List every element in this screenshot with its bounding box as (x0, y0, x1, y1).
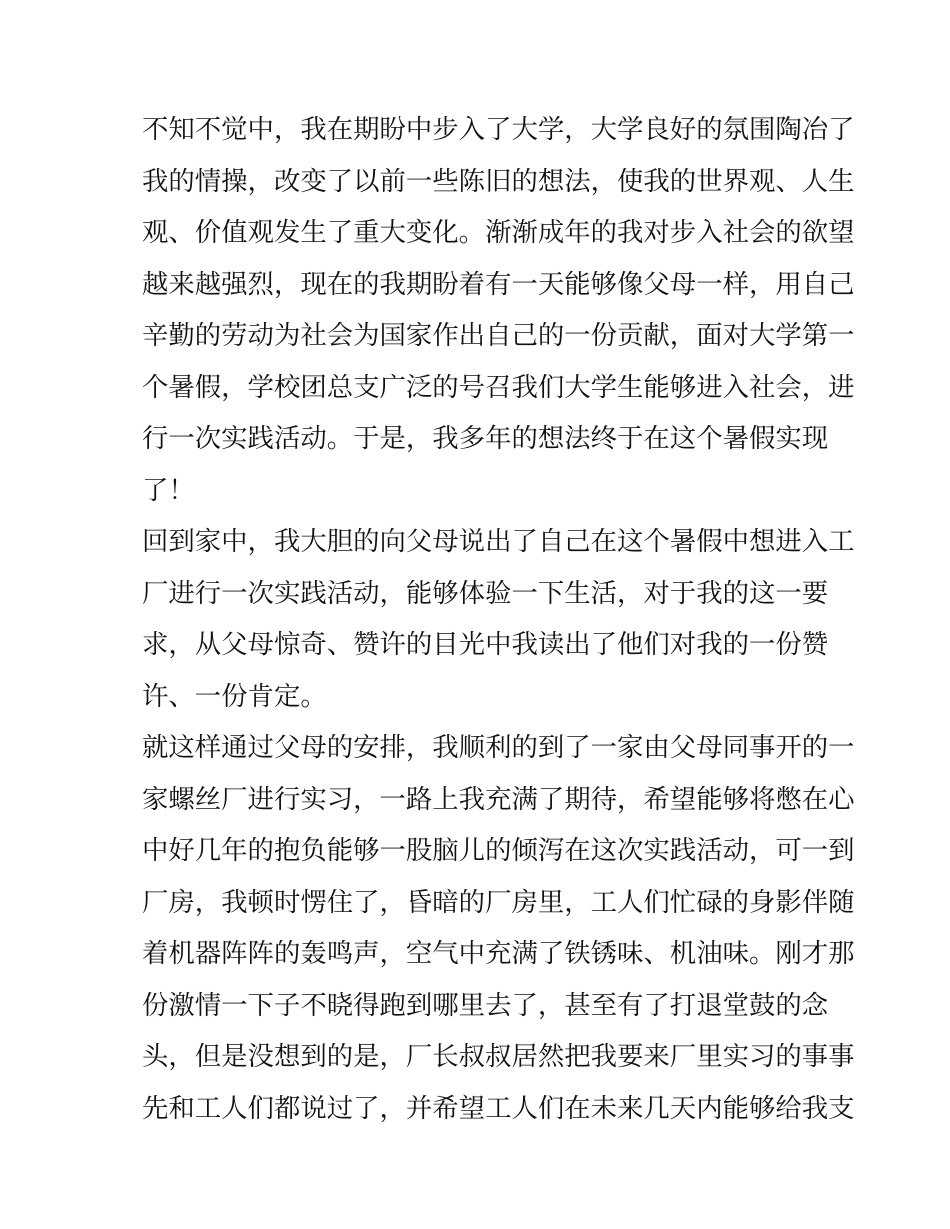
text-line: 厂房，我顿时愣住了，昏暗的厂房里，工人们忙碌的身影伴随 (142, 886, 855, 918)
text-line: 中好几年的抱负能够一股脑儿的倾泻在这次实践活动，可一到 (142, 835, 855, 866)
text-line: 头，但是没想到的是，厂长叔叔居然把我要来厂里实习的事事 (142, 1041, 855, 1072)
paragraph-1 (142, 104, 855, 516)
text-line: 回到家中，我大胆的向父母说出了自己在这个暑假中想进入工 (142, 526, 855, 557)
text-line: 行一次实践活动。于是，我多年的想法终于在这个暑假实现 (142, 423, 829, 454)
text-line: 不知不觉中，我在期盼中步入了大学，大学良好的氛围陶冶了 (142, 114, 855, 145)
paragraph-2 (142, 516, 855, 722)
paragraph-3 (142, 722, 855, 1134)
text-line: 就这样通过父母的安排，我顺利的到了一家由父母同事开的一 (142, 732, 855, 763)
text-line: 了！ (142, 474, 195, 506)
text-line: 着机器阵阵的轰鸣声，空气中充满了铁锈味、机油味。刚才那 (142, 938, 855, 969)
text-line: 越来越强烈，现在的我期盼着有一天能够像父母一样，用自己 (142, 268, 855, 300)
text-line: 先和工人们都说过了，并希望工人们在未来几天内能够给我支 (142, 1092, 855, 1124)
text-line: 观、价值观发生了重大变化。渐渐成年的我对步入社会的欲望 (142, 217, 855, 248)
text-line: 个暑假，学校团总支广泛的号召我们大学生能够进入社会，进 (142, 371, 855, 403)
text-line: 我的情操，改变了以前一些陈旧的想法，使我的世界观、人生 (142, 165, 855, 197)
text-line: 家螺丝厂进行实习，一路上我充满了期待，希望能够将憋在心 (142, 783, 855, 815)
text-line: 许、一份肯定。 (142, 680, 327, 712)
text-line: 求，从父母惊奇、赞许的目光中我读出了他们对我的一份赞 (142, 629, 829, 660)
text-line: 辛勤的劳动为社会为国家作出自己的一份贡献，面对大学第一 (142, 320, 855, 351)
text-line: 份激情一下子不晓得跑到哪里去了，甚至有了打退堂鼓的念 (142, 989, 829, 1021)
text-line: 厂进行一次实践活动，能够体验一下生活，对于我的这一要 (142, 577, 829, 609)
document-body (142, 104, 855, 1134)
